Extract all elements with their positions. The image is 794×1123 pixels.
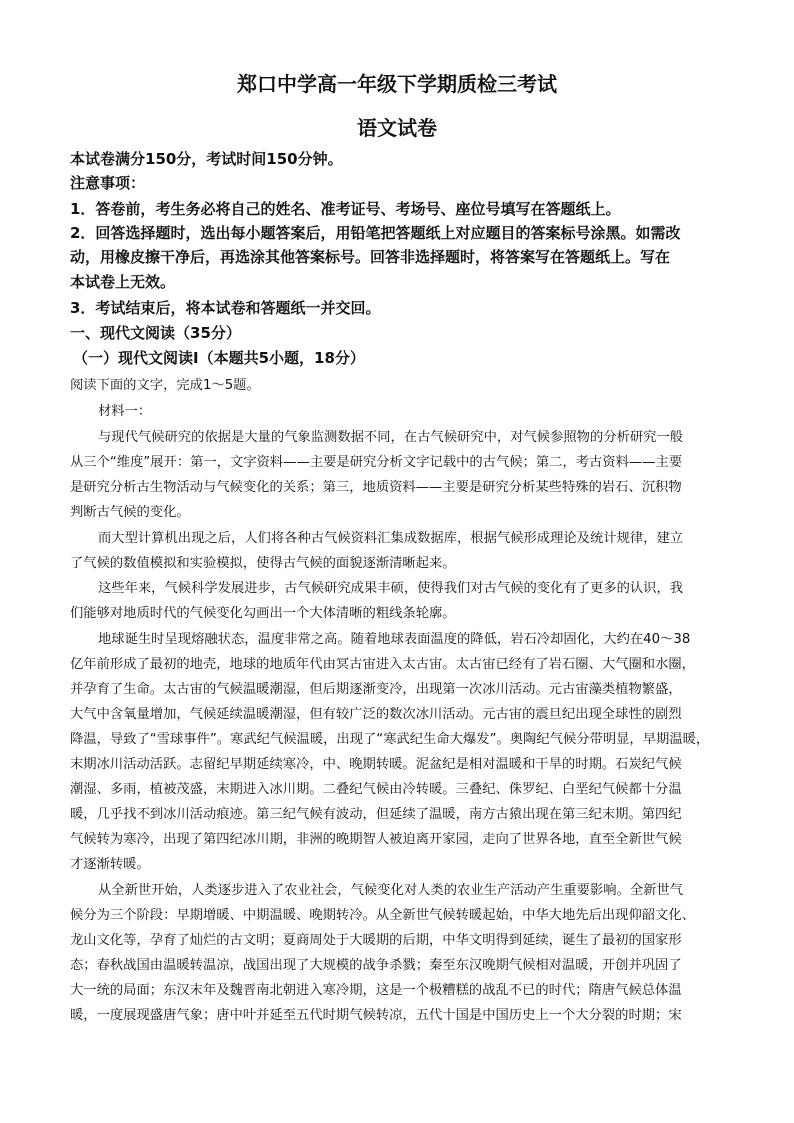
score-time-note: 本试卷满分150分，考试时间150分钟。: [70, 150, 343, 168]
paragraph-line: 暖，几乎找不到冰川活动痕迹。第三纪气候有波动，但延续了温暖，南方古猿出现在第三纪末期。第四纪: [70, 807, 682, 822]
notice-item-2-line-3: 本试卷上无效。: [70, 273, 176, 291]
paragraph-line: 地球诞生时呈现熔融状态，温度非常之高。随着地球表面温度的降低，岩石冷却固化，大约在40～38: [98, 632, 691, 647]
paragraph-line: 潮湿、多雨，植被茂盛，末期进入冰川期。二叠纪气候由冷转暖。三叠纪、侏罗纪、白垩纪气候都十分温: [70, 782, 682, 797]
paragraph-line: 末期冰川活动活跃。志留纪早期延续寒冷，中、晚期转暖。泥盆纪是相对温暖和干旱的时期。石炭纪气候: [70, 757, 682, 772]
section-heading: 一、现代文阅读（35分）: [70, 324, 241, 342]
paragraph-line: 这些年来，气候科学发展进步，古气候研究成果丰硕，使得我们对古气候的变化有了更多的认识，我: [98, 581, 684, 596]
material-label: 材料一：: [98, 404, 152, 419]
paragraph-line: 降温，导致了“雪球事件”。寒武纪气候温暖，出现了“寒武纪生命大爆发”。奥陶纪气候分带明显，早期温暖，: [70, 732, 710, 747]
notice-item-2-line-2: 动，用橡皮擦干净后，再选涂其他答案标号。回答非选择题时，将答案写在答题纸上。写在: [70, 248, 671, 266]
exam-title: 郑口中学高一年级下学期质检三考试: [237, 72, 557, 96]
notice-item-2-line-1: 2．回答选择题时，选出每小题答案后，用铅笔把答题纸上对应题目的答案标号涂黑。如需改: [70, 224, 681, 242]
paragraph-line: 才逐渐转暖。: [70, 857, 150, 872]
paragraph-line: 亿年前形成了最初的地壳，地球的地质年代由冥古宙进入太古宙。太古宙已经有了岩石圈、大气圈和水圈，: [70, 657, 695, 672]
paragraph-line: 从全新世开始，人类逐步进入了农业社会，气候变化对人类的农业生产活动产生重要影响。全新世气: [98, 883, 684, 898]
paragraph-line: 候分为三个阶段：早期增暖、中期温暖、晚期转冷。从全新世气候转暖起始，中华大地先后出现仰韶文化、: [70, 908, 695, 923]
reading-instruction: 阅读下面的文字，完成1～5题。: [70, 378, 260, 393]
paragraph-line: 判断古气候的变化。: [70, 505, 190, 520]
paragraph-line: 大一统的局面；东汉末年及魏晋南北朝进入寒冷期，这是一个极糟糕的战乱不已的时代；隋唐气候总体温: [70, 983, 682, 998]
notice-heading: 注意事项：: [70, 174, 146, 192]
paragraph-line: 大气中含氧量增加，气候延续温暖潮湿，但有较广泛的数次冰川活动。元古宙的震旦纪出现全球性的剧烈: [70, 707, 682, 722]
paragraph-line: 并孕育了生命。太古宙的气候温暖潮湿，但后期逐渐变冷，出现第一次冰川活动。元古宙藻类植物繁盛，: [70, 682, 682, 697]
paragraph-line: 们能够对地质时代的气候变化勾画出一个大体清晰的粗线条轮廓。: [70, 606, 456, 621]
paragraph-line: 气候转为寒冷，出现了第四纪冰川期，非洲的晚期智人被迫离开家园，走向了世界各地，直至全新世气候: [70, 832, 682, 847]
paragraph-line: 与现代气候研究的依据是大量的气象监测数据不同，在古气候研究中，对气候参照物的分析研究一般: [98, 430, 684, 445]
notice-item-1: 1．答卷前，考生务必将自己的姓名、准考证号、考场号、座位号填写在答题纸上。: [70, 200, 621, 218]
paragraph-line: 了气候的数值模拟和实验模拟，使得古气候的面貌逐渐清晰起来。: [70, 556, 456, 571]
paragraph-line: 而大型计算机出现之后，人们将各种古气候资料汇集成数据库，根据气候形成理论及统计规律，建立: [98, 531, 684, 546]
paragraph-line: 是研究分析古生物活动与气候变化的关系；第三，地质资料——主要是研究分析某些特殊的岩石、沉积物: [70, 480, 682, 495]
section-subheading: （一）现代文阅读Ⅰ（本题共5小题，18分）: [73, 349, 365, 367]
notice-item-3: 3．考试结束后，将本试卷和答题纸一并交回。: [70, 299, 381, 317]
paragraph-line: 暖，一度展现盛唐气象；唐中叶并延至五代时期气候转凉，五代十国是中国历史上一个大分裂的时期；宋: [70, 1008, 682, 1023]
paragraph-line: 龙山文化等，孕育了灿烂的古文明；夏商周处于大暖期的后期，中华文明得到延续，诞生了最初的国家形: [70, 933, 682, 948]
paragraph-line: 从三个“维度”展开：第一，文字资料——主要是研究分析文字记载中的古气候；第二，考古资料——主要: [70, 455, 683, 470]
paragraph-line: 态；春秋战国由温暖转温凉，战国出现了大规模的战争杀戮；秦至东汉晚期气候相对温暖，开创并巩固了: [70, 958, 682, 973]
exam-subtitle: 语文试卷: [357, 116, 437, 140]
